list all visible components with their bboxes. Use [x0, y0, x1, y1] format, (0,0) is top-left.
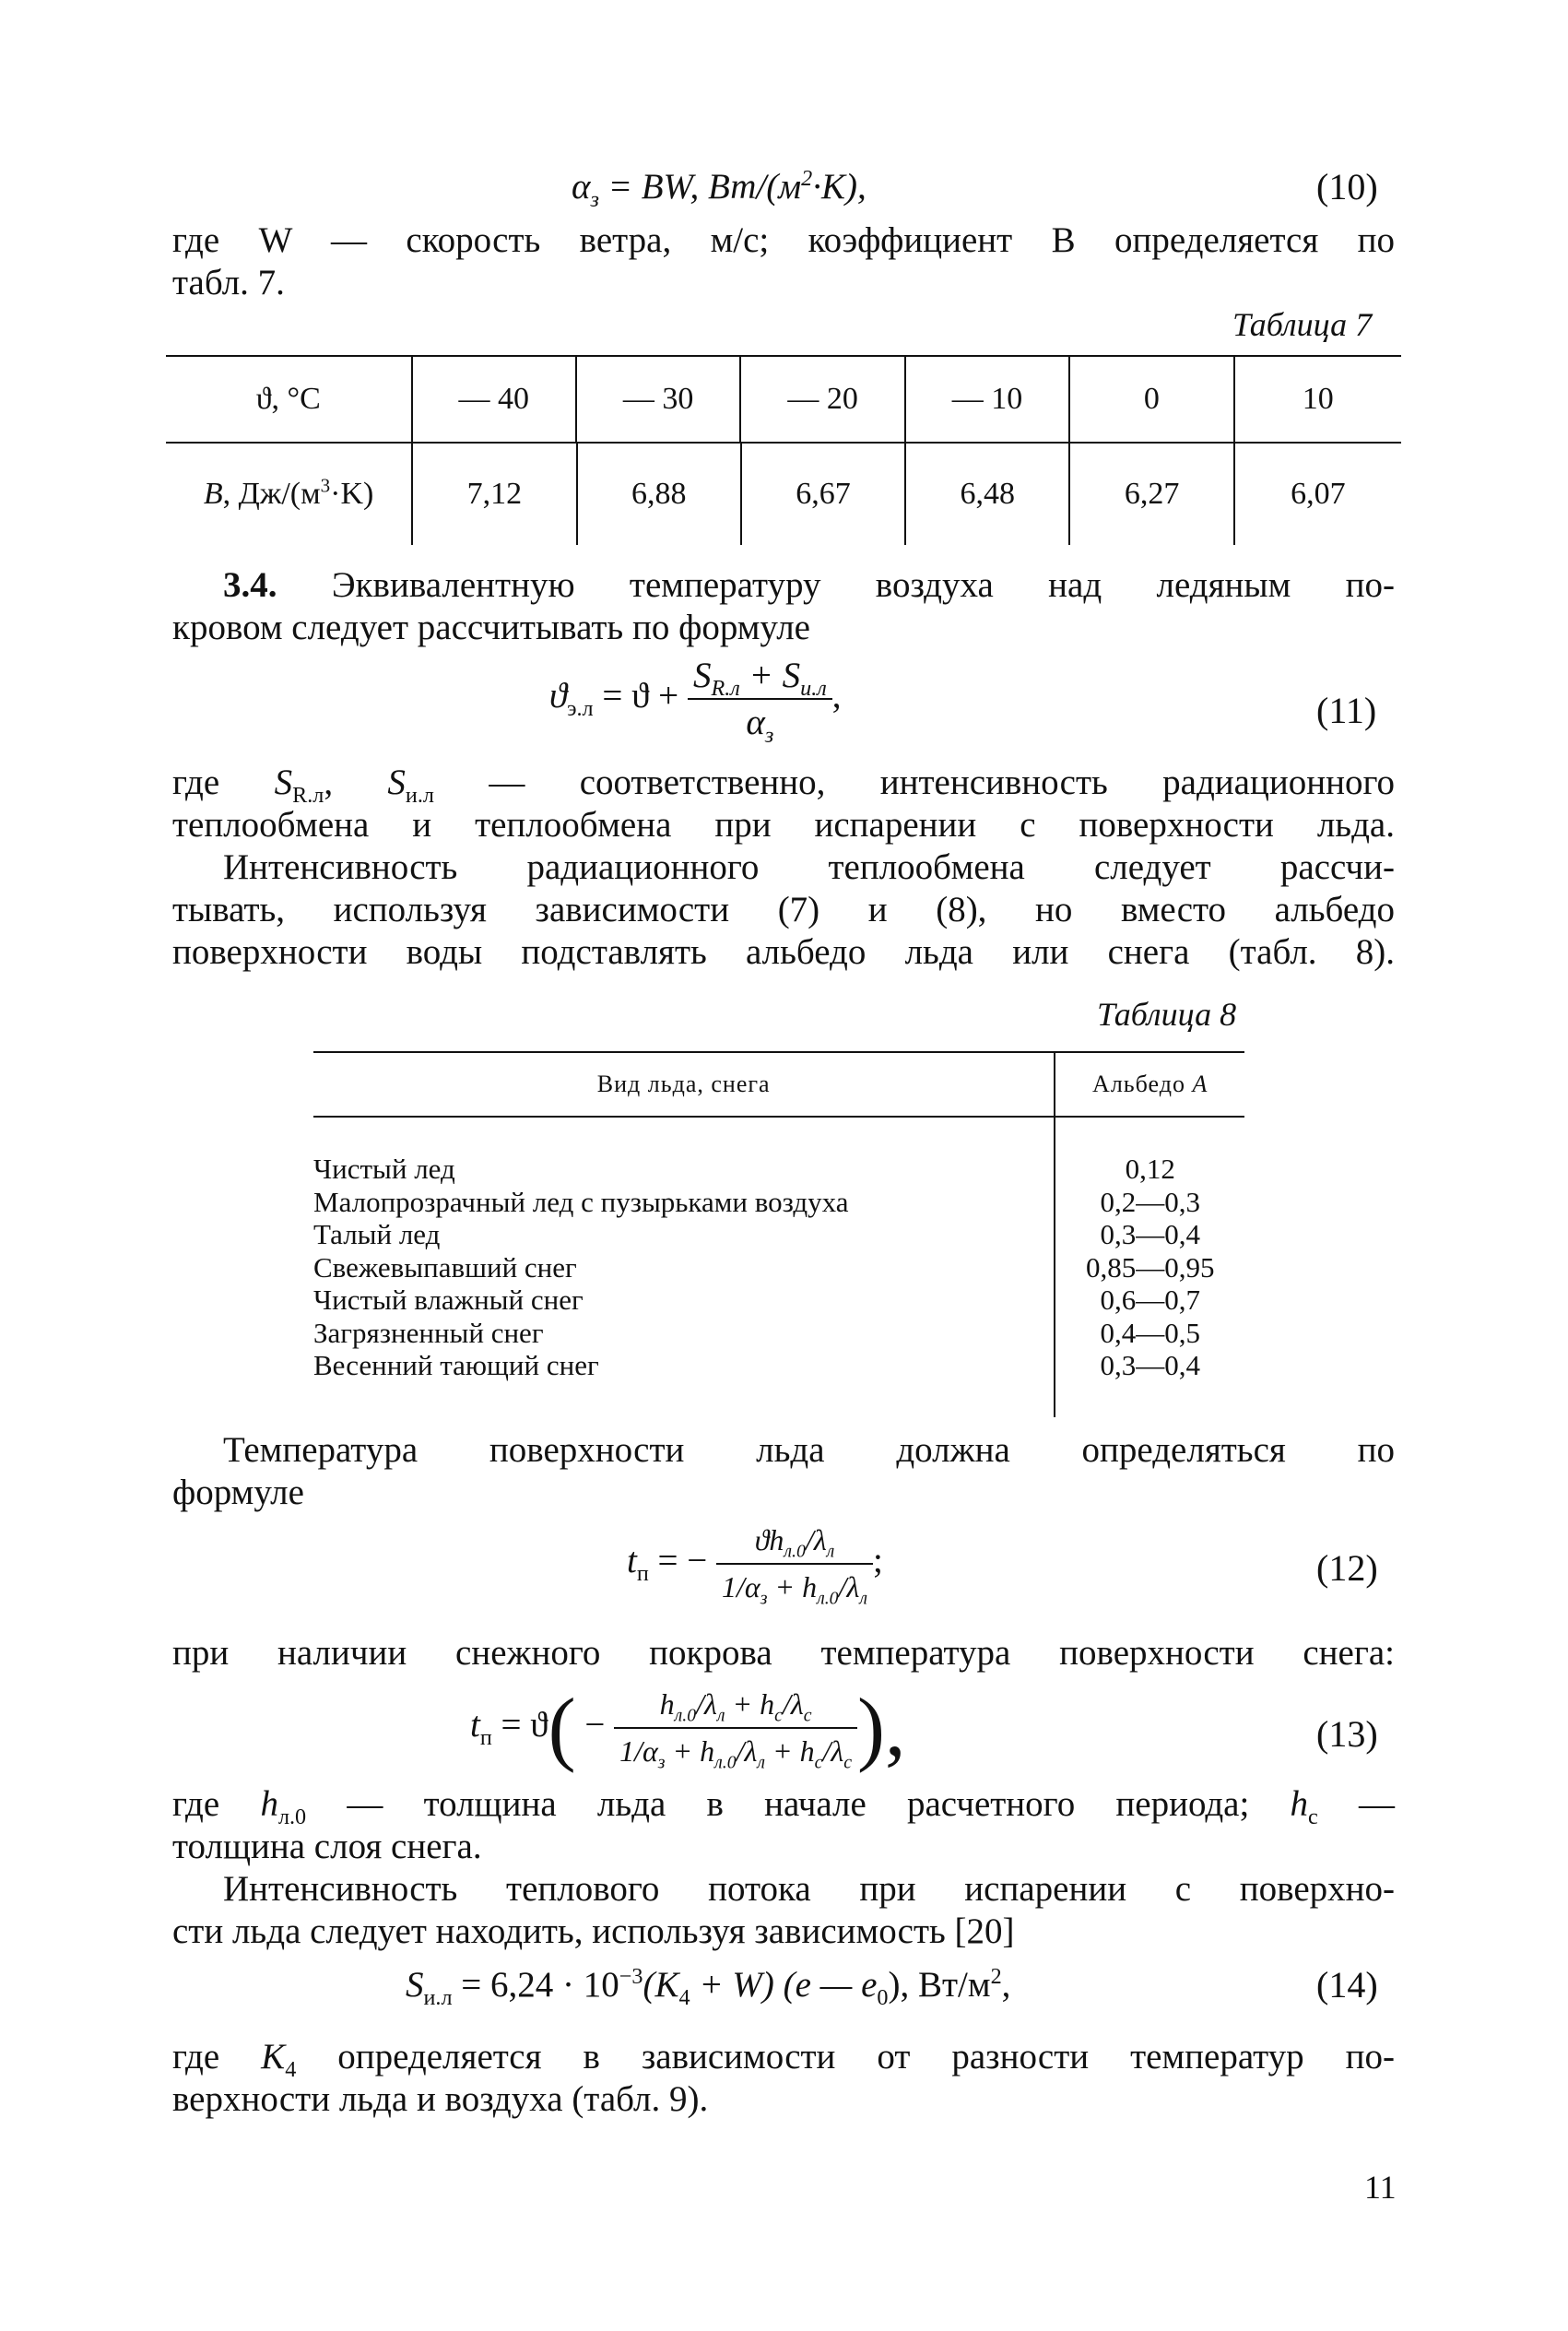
table-row: Весенний тающий снег — [313, 1349, 599, 1381]
equation-10-number: (10) — [1316, 166, 1378, 207]
table-cell: 6,67 — [741, 444, 905, 545]
section-number: 3.4. — [223, 565, 277, 605]
paragraph-line: сти льда следует находить, используя зависимость [20] — [172, 1911, 1015, 1951]
paragraph-line: где $K_4$ определяется в зависимости от разности температур по- — [172, 2037, 1395, 2082]
paragraph-wind-speed — [172, 219, 1395, 261]
paragraph-line: где W — скорость ветра, м/с; коэффициент B определяется по — [172, 220, 1395, 260]
equation-13-number: (13) — [1316, 1713, 1378, 1755]
table-7 — [166, 355, 1401, 545]
table-cell: — 10 — [905, 357, 1069, 442]
table-cell: 0,4—0,5 — [1100, 1316, 1200, 1349]
table-row: Чистый влажный снег — [313, 1284, 584, 1316]
table-cell: 6,07 — [1234, 444, 1401, 545]
table-8-caption: Таблица 8 — [1097, 996, 1237, 1033]
table-7-row-label: ϑ, °C — [255, 382, 321, 416]
equation-11-number: (11) — [1316, 690, 1377, 731]
equation-11: $ϑ_{э.л} = ϑ$ + $\frac{S_{R.л} + S_{и.л}}{\alpha_з}$ , — [549, 656, 842, 748]
table-8-column-header: Вид льда, снега — [596, 1071, 771, 1097]
equation-13: $t_п = ϑ$( − $\frac{h_{л.0}/\lambda_л + h_с/\lambda_с}{1/\alpha_з + h_{л.0}/\lambda_л + h_с/\lambda_с}$ ), — [470, 1682, 906, 1774]
equation-11-fraction: $\frac{S_{R.л} + S_{и.л}}{\alpha_з}$ — [688, 655, 832, 743]
equation-10: $\alpha_з$ = BW, $Вт/(м^2\cdot K)$, — [572, 166, 867, 212]
paragraph-line: поверхности воды подставлять альбедо льда или снега (табл. 8). — [172, 932, 1395, 972]
table-cell: 0,6—0,7 — [1100, 1284, 1200, 1316]
table-cell: 0,2—0,3 — [1100, 1185, 1200, 1218]
table-8-column-header: Альбедо A — [1054, 1053, 1244, 1116]
equation-12-number: (12) — [1316, 1547, 1378, 1589]
table-7-coefficient-row — [166, 444, 1401, 545]
table-cell: 10 — [1234, 357, 1401, 442]
table-7-temperature-row — [166, 357, 1401, 442]
equation-14: $S_{и.л} = 6,24 \cdot 10^{-3}(K_4 + W)$ (e — $e_0$), $Вт/м^2$, — [406, 1964, 1011, 2010]
table-8 — [313, 1051, 1244, 1417]
table-cell: 7,12 — [412, 444, 576, 545]
paragraph-line: Интенсивность теплового потока при испарении с поверхно- — [223, 1869, 1395, 1909]
table-cell: — 40 — [412, 357, 576, 442]
table-row: Чистый лед — [313, 1153, 455, 1185]
table-cell: 0 — [1069, 357, 1233, 442]
paragraph-line: теплообмена и теплообмена при испарении с поверхности льда. — [172, 805, 1395, 845]
paragraph-line: где $S_{R.л}$, $S_{и.л}$ — соответственно, интенсивность радиационного — [172, 763, 1395, 808]
paragraph-line: Температура поверхности льда должна определяться по — [223, 1430, 1395, 1470]
table-cell: — 30 — [576, 357, 740, 442]
section-3-4-line1: 3.4. Эквивалентную температуру воздуха над ледяным по- — [223, 565, 1396, 605]
table-row: Малопрозрачный лед с пузырьками воздуха — [313, 1185, 849, 1218]
paragraph-line: табл. 7. — [172, 263, 285, 302]
table-cell: 6,48 — [905, 444, 1069, 545]
table-8-header — [313, 1053, 1244, 1116]
table-row: Свежевыпавший снег — [313, 1250, 577, 1284]
table-cell: — 20 — [740, 357, 904, 442]
paragraph-line: тывать, используя зависимости (7) и (8), но вместо альбедо — [172, 890, 1395, 929]
table-cell: 0,85—0,95 — [1085, 1250, 1215, 1284]
table-cell: 0,12 — [1125, 1153, 1175, 1185]
table-cell: 0,3—0,4 — [1100, 1218, 1200, 1250]
paragraph-line: кровом следует рассчитывать по формуле — [172, 608, 810, 647]
table-7-row-label: B, $Дж/(м^3\cdot K)$ — [203, 474, 374, 511]
table-8-body — [313, 1118, 1244, 1417]
equation-13-fraction: $\frac{h_{л.0}/\lambda_л + h_с/\lambda_с}{1/\alpha_з + h_{л.0}/\lambda_л + h_с/\lambda_с}$ — [614, 1684, 857, 1772]
page-number: 11 — [1364, 2169, 1397, 2206]
table-cell: 0,3—0,4 — [1100, 1349, 1200, 1381]
table-row: Загрязненный снег — [313, 1316, 544, 1349]
paragraph-line: Интенсивность радиационного теплообмена следует рассчи- — [223, 847, 1395, 887]
equation-14-number: (14) — [1316, 1964, 1378, 2006]
table-7-caption: Таблица 7 — [1232, 306, 1373, 343]
paragraph-line: толщина слоя снега. — [172, 1827, 482, 1866]
paragraph-line: верхности льда и воздуха (табл. 9). — [172, 2079, 709, 2119]
paragraph-line: где $h_{л.0}$ — толщина льда в начале расчетного периода; $h_с$ — — [172, 1784, 1395, 1829]
paragraph-line: при наличии снежного покрова температура поверхности снега: — [172, 1633, 1395, 1673]
table-row: Талый лед — [313, 1218, 441, 1250]
equation-12-fraction: $\frac{ϑh_{л.0}/\lambda_л}{1/\alpha_з + h_{л.0}/\lambda_л}$ — [716, 1520, 873, 1608]
equation-12: $t_п$ = − $\frac{ϑh_{л.0}/\lambda_л}{1/\alpha_з + h_{л.0}/\lambda_л}$ ; — [627, 1520, 883, 1608]
table-cell: 6,27 — [1069, 444, 1233, 545]
paragraph-line: формуле — [172, 1473, 304, 1512]
table-cell: 6,88 — [577, 444, 741, 545]
